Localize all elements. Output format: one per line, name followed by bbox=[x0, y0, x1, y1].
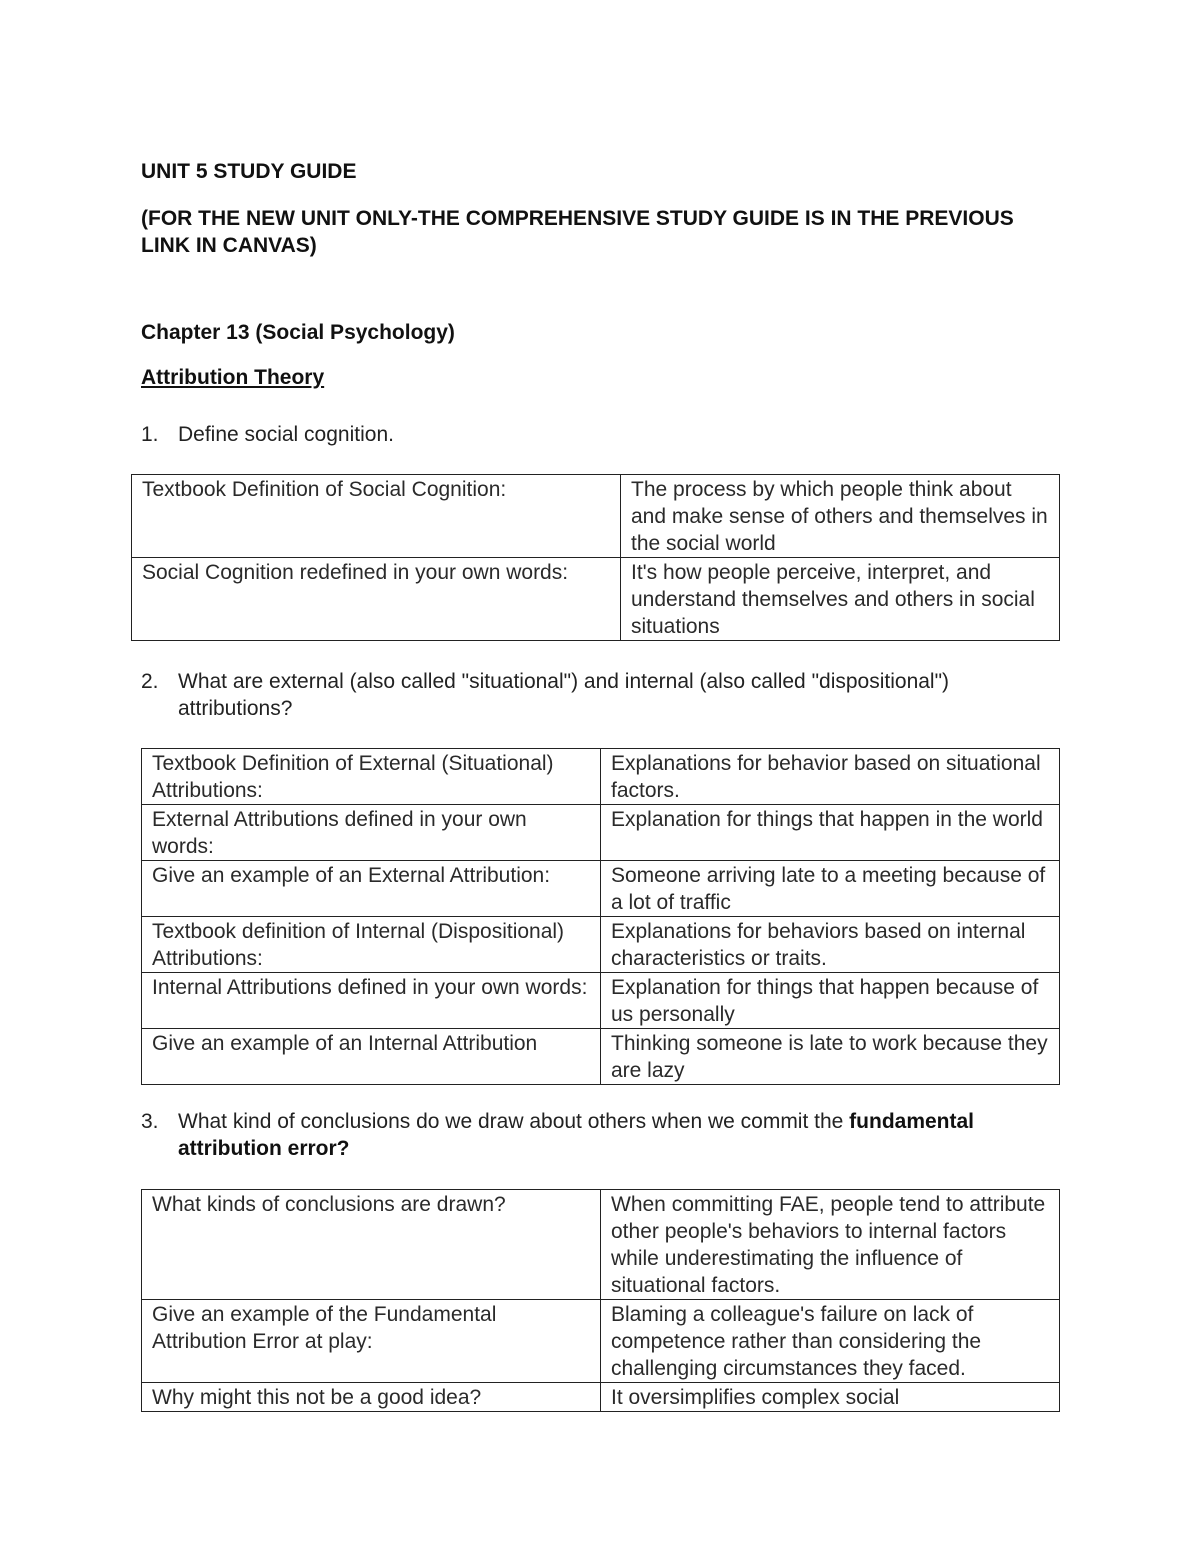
table-row bbox=[142, 1029, 1060, 1085]
row-answer: The process by which people think about and make sense of others and themselves in the social world bbox=[621, 475, 1060, 558]
row-label: Textbook Definition of Social Cognition: bbox=[132, 475, 621, 558]
row-label: Give an example of an Internal Attribution bbox=[142, 1029, 601, 1085]
row-label: Textbook Definition of External (Situational) Attributions: bbox=[142, 749, 601, 805]
table-row bbox=[142, 1190, 1060, 1300]
table-row bbox=[142, 805, 1060, 861]
row-label: What kinds of conclusions are drawn? bbox=[142, 1190, 601, 1300]
row-answer: Explanations for behavior based on situational factors. bbox=[601, 749, 1060, 805]
row-label: Internal Attributions defined in your own words: bbox=[142, 973, 601, 1029]
row-answer: Blaming a colleague's failure on lack of competence rather than considering the challenging circumstances they faced. bbox=[601, 1300, 1060, 1383]
chapter-heading: Chapter 13 (Social Psychology) bbox=[141, 321, 455, 344]
question-number: 3. bbox=[141, 1110, 159, 1133]
question-number: 1. bbox=[141, 423, 159, 446]
row-answer: Thinking someone is late to work because they are lazy bbox=[601, 1029, 1060, 1085]
attributions-table bbox=[141, 748, 1060, 1085]
table-row bbox=[142, 861, 1060, 917]
question-text-plain: What kind of conclusions do we draw about others when we commit the bbox=[178, 1110, 850, 1133]
fundamental-attribution-error-table bbox=[141, 1189, 1060, 1412]
question-3 bbox=[141, 1108, 1051, 1162]
question-text: Define social cognition. bbox=[178, 423, 394, 446]
row-label: Give an example of the Fundamental Attribution Error at play: bbox=[142, 1300, 601, 1383]
question-1 bbox=[141, 421, 1051, 448]
table-row bbox=[142, 917, 1060, 973]
section-heading: Attribution Theory bbox=[141, 366, 325, 389]
row-label: Give an example of an External Attribution: bbox=[142, 861, 601, 917]
row-label: Textbook definition of Internal (Dispositional) Attributions: bbox=[142, 917, 601, 973]
row-label: Why might this not be a good idea? bbox=[142, 1383, 601, 1412]
page-subtitle: (FOR THE NEW UNIT ONLY-THE COMPREHENSIVE STUDY GUIDE IS IN THE PREVIOUS LINK IN CANVAS) bbox=[141, 207, 1014, 257]
row-answer: When committing FAE, people tend to attribute other people's behaviors to internal factors while underestimating the influence of situational factors. bbox=[601, 1190, 1060, 1300]
row-answer: Explanations for behaviors based on internal characteristics or traits. bbox=[601, 917, 1060, 973]
question-text-bold: fundamental attribution error? bbox=[178, 1110, 975, 1160]
question-number: 2. bbox=[141, 670, 159, 693]
table-row bbox=[132, 475, 1060, 558]
table-row bbox=[142, 1300, 1060, 1383]
row-answer: It oversimplifies complex social bbox=[601, 1383, 1060, 1412]
row-answer: Someone arriving late to a meeting because of a lot of traffic bbox=[601, 861, 1060, 917]
page-title: UNIT 5 STUDY GUIDE bbox=[141, 160, 357, 183]
row-label: Social Cognition redefined in your own words: bbox=[132, 558, 621, 641]
table-row bbox=[142, 973, 1060, 1029]
table-row bbox=[142, 1383, 1060, 1412]
question-text: What are external (also called "situational") and internal (also called "dispositional") attributions? bbox=[178, 670, 950, 720]
question-text bbox=[178, 1108, 1051, 1162]
row-label: External Attributions defined in your own words: bbox=[142, 805, 601, 861]
row-answer: Explanation for things that happen in the world bbox=[601, 805, 1060, 861]
table-row bbox=[132, 558, 1060, 641]
question-2 bbox=[141, 668, 1051, 722]
social-cognition-table bbox=[131, 474, 1060, 641]
row-answer: Explanation for things that happen because of us personally bbox=[601, 973, 1060, 1029]
table-row bbox=[142, 749, 1060, 805]
row-answer: It's how people perceive, interpret, and understand themselves and others in social situations bbox=[621, 558, 1060, 641]
